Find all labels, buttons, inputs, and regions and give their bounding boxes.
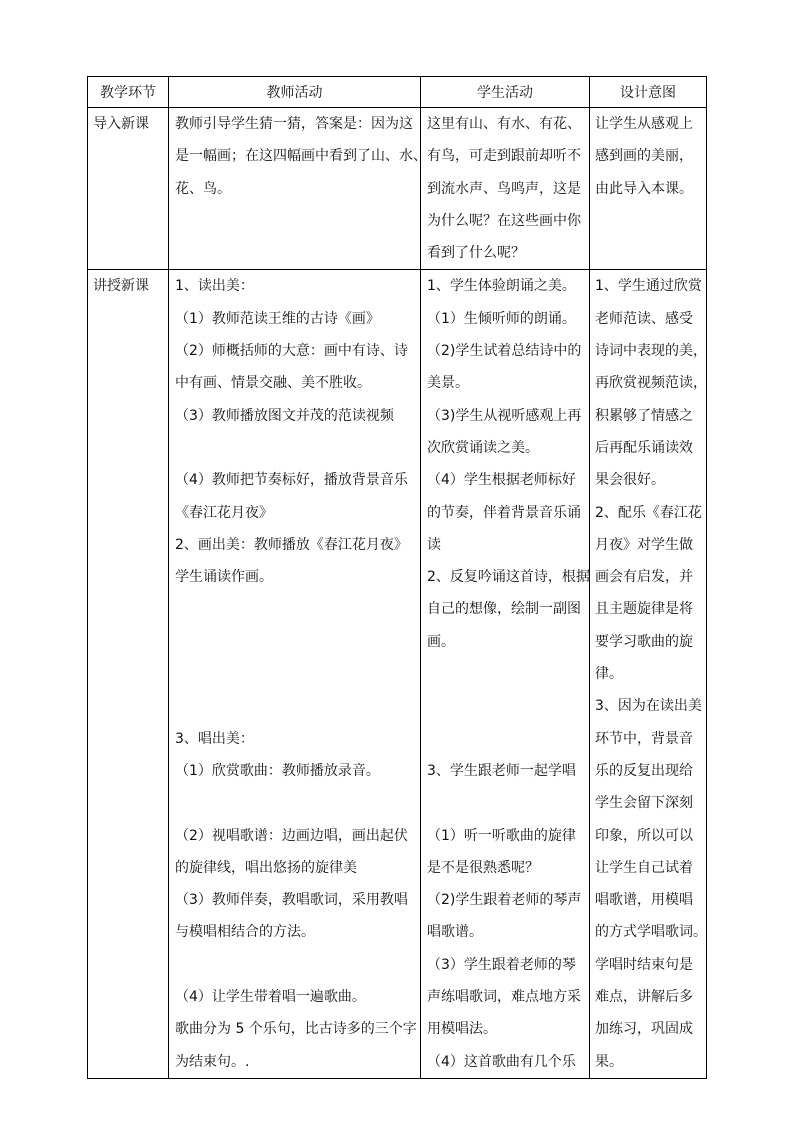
table-row <box>88 108 707 270</box>
student-activity-cell <box>421 270 590 1078</box>
text-line: 为结束句。. <box>175 1053 250 1070</box>
text-line: （2)学生跟着老师的琴声 <box>427 892 582 909</box>
text-line: 1、读出美： <box>175 278 254 295</box>
text-line: （1）教师范读王维的古诗《画》 <box>175 310 380 327</box>
text-line: 有鸟，可走到跟前却听不 <box>427 148 581 165</box>
teacher-activity-cell <box>169 270 421 1078</box>
text-line: 到流水声、鸟鸣声，这是 <box>427 180 581 197</box>
text-line: 读 <box>427 536 441 553</box>
text-line: 歌曲分为 5 个乐句，比古诗多的三个字 <box>175 1021 417 1038</box>
design-intent-cell <box>590 270 707 1078</box>
text-line: 美景。 <box>427 375 469 392</box>
text-line: 加练习，巩固成 <box>595 1021 693 1038</box>
text-line: 让学生自己试着 <box>595 859 693 876</box>
text-line: 《春江花月夜》 <box>175 504 273 521</box>
header-stage: 教学环节 <box>88 77 169 108</box>
text-line: 由此导入本课。 <box>595 180 693 197</box>
text-line: 后再配乐诵读效 <box>595 439 693 456</box>
text-line: 导入新课 <box>93 116 149 132</box>
blank-line <box>169 658 420 690</box>
text-line: 画会有启发，并 <box>595 569 693 586</box>
stage-cell <box>88 108 169 270</box>
header-design-intent: 设计意图 <box>590 77 707 108</box>
text-line: 老师范读、感受 <box>595 310 693 327</box>
blank-line <box>169 690 420 722</box>
blank-line <box>169 432 420 464</box>
text-line: 难点，讲解后多 <box>595 989 693 1006</box>
text-line: 自己的想像，绘制一副图 <box>427 601 581 618</box>
text-line: 环节中，背景音 <box>595 730 693 747</box>
text-line: 3、学生跟老师一起学唱 <box>427 762 576 779</box>
text-line: 感到画的美丽， <box>595 148 693 165</box>
text-line: 教师引导学生猜一猜，答案是：因为这 <box>175 116 413 132</box>
text-line: 印象，所以可以 <box>595 827 693 844</box>
table-row <box>88 270 707 1078</box>
teacher-activity-cell <box>169 108 427 270</box>
text-line: 的方式学唱歌词。 <box>595 924 707 941</box>
text-line: （4）这首歌曲有几个乐 <box>427 1053 576 1070</box>
text-line: （3）教师播放图文并茂的范读视频 <box>175 407 394 424</box>
text-line: （1）欣赏歌曲：教师播放录音。 <box>175 762 380 779</box>
text-line: 这里有山、有水、有花、 <box>427 116 581 132</box>
header-student-activity: 学生活动 <box>421 77 590 108</box>
blank-line <box>421 658 589 690</box>
blank-line <box>169 787 420 819</box>
blank-line <box>421 723 589 755</box>
text-line: 乐的反复出现给 <box>595 762 693 779</box>
text-line: 用模唱法。 <box>427 1021 497 1038</box>
design-intent-cell <box>590 108 707 270</box>
lesson-plan-table <box>87 76 707 1079</box>
text-line: 且主题旋律是将 <box>595 601 693 618</box>
text-line: 律。 <box>595 666 623 683</box>
blank-line <box>169 593 420 625</box>
text-line: 学生会留下深刻 <box>595 795 693 812</box>
text-line: 积累够了情感之 <box>595 407 693 424</box>
text-line: 讲授新课 <box>93 278 149 295</box>
student-activity-cell <box>421 108 590 270</box>
header-teacher-activity: 教师活动 <box>169 77 421 108</box>
text-line: 声练唱歌词，难点地方采 <box>427 989 581 1006</box>
text-line: 2、反复吟诵这首诗，根据 <box>427 569 590 586</box>
text-line: 看到了什么呢？ <box>427 245 525 262</box>
text-line: （2)学生试着总结诗中的 <box>427 343 582 360</box>
text-line: 2、画出美：教师播放《春江花月夜》 <box>175 536 408 553</box>
text-line: （3)学生从视听感观上再 <box>427 407 582 424</box>
text-line: （1）生倾听师的朗诵。 <box>427 310 576 327</box>
text-line: （3）学生跟着老师的琴 <box>427 956 576 973</box>
text-line: 的旋律线，唱出悠扬的旋律美 <box>175 859 357 876</box>
text-line: 月夜》对学生做 <box>595 536 693 553</box>
text-line: （2）视唱歌谱：边画边唱，画出起伏 <box>175 827 408 844</box>
header-row <box>88 77 707 108</box>
text-line: 3、唱出美： <box>175 730 254 747</box>
text-line: 学唱时结束句是 <box>595 956 693 973</box>
text-line: 的节奏，伴着背景音乐诵 <box>427 504 581 521</box>
text-line: 唱歌谱。 <box>427 924 483 941</box>
blank-line <box>421 787 589 819</box>
text-line: 中有画、情景交融、美不胜收。 <box>175 375 371 392</box>
text-line: 与模唱相结合的方法。 <box>175 924 315 941</box>
blank-line <box>169 949 420 981</box>
text-line: 要学习歌曲的旋 <box>595 633 693 650</box>
text-line: （1）听一听歌曲的旋律 <box>427 827 576 844</box>
stage-cell <box>88 270 169 1078</box>
text-line: 学生诵读作画。 <box>175 569 273 586</box>
text-line: 3、因为在读出美 <box>595 698 702 715</box>
text-line: 唱歌谱，用模唱 <box>595 892 693 909</box>
text-line: （3）教师伴奏，教唱歌词，采用教唱 <box>175 892 408 909</box>
text-line: （4）让学生带着唱一遍歌曲。 <box>175 989 366 1006</box>
text-line: 2、配乐《春江花 <box>595 504 702 521</box>
text-line: 诗词中表现的美， <box>595 343 707 360</box>
text-line: 是一幅画；在这四幅画中看到了山、水、 <box>175 148 427 165</box>
text-line: 画。 <box>427 633 455 650</box>
text-line: （2）师概括师的大意：画中有诗、诗 <box>175 343 408 360</box>
text-line: 果会很好。 <box>595 472 665 489</box>
text-line: 花、鸟。 <box>175 180 231 197</box>
text-line: 为什么呢？在这些画中你 <box>427 212 581 229</box>
text-line: （4）学生根据老师标好 <box>427 472 576 489</box>
text-line: （4）教师把节奏标好，播放背景音乐 <box>175 472 408 489</box>
text-line: 次欣赏诵读之美。 <box>427 439 539 456</box>
blank-line <box>421 690 589 722</box>
blank-line <box>169 626 420 658</box>
text-line: 1、学生体验朗诵之美。 <box>427 278 576 295</box>
text-line: 1、学生通过欣赏 <box>595 278 702 295</box>
text-line: 果。 <box>595 1053 623 1070</box>
text-line: 再欣赏视频范读， <box>595 375 707 392</box>
text-line: 让学生从感观上 <box>595 116 693 132</box>
text-line: 是不是很熟悉呢？ <box>427 859 539 876</box>
